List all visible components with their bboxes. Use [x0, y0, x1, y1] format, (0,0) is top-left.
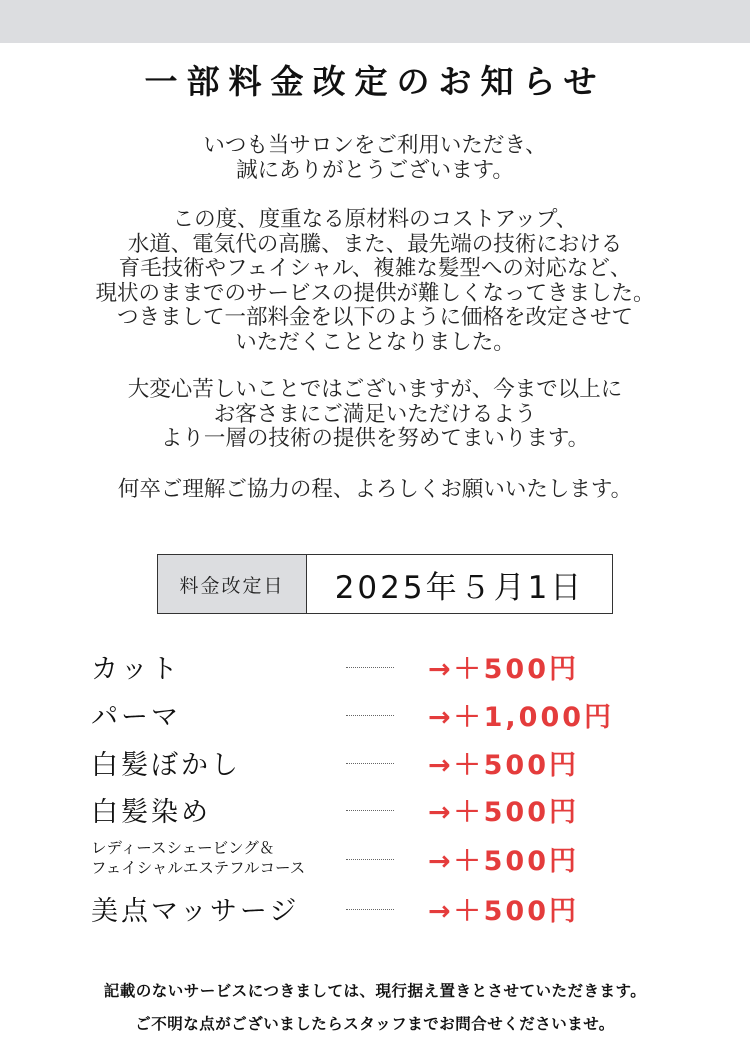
paragraph-line: 現状のままでのサービスの提供が難しくなってきました。 — [95, 280, 655, 306]
dotted-leader — [346, 909, 394, 910]
paragraph-line: いつも当サロンをご利用いただき、 — [203, 133, 547, 158]
price-change: →＋500円 — [428, 895, 579, 927]
top-band — [0, 0, 750, 43]
price-row — [0, 835, 750, 881]
dotted-leader — [346, 859, 394, 860]
apology-paragraph — [0, 378, 750, 452]
service-name: パーマ — [91, 701, 181, 733]
price-row — [0, 885, 750, 931]
paragraph-line: 水道、電気代の高騰、また、最先端の技術における — [127, 231, 623, 257]
service-name-line: レディースシェービング＆ — [91, 839, 275, 857]
paragraph-line: 何卒ご理解ご協力の程、よろしくお願いいたします。 — [117, 477, 633, 502]
dotted-leader — [346, 667, 394, 668]
price-change: →＋1,000円 — [428, 701, 615, 733]
service-name-line: フェイシャルエステフルコース — [91, 859, 306, 877]
service-name: 美点マッサージ — [91, 895, 300, 927]
reason-paragraph — [0, 208, 750, 355]
price-change: →＋500円 — [428, 653, 579, 685]
greeting-paragraph — [0, 134, 750, 183]
paragraph-line: いただくこととなりました。 — [235, 329, 515, 355]
price-change: →＋500円 — [428, 845, 579, 877]
paragraph-line: 大変心苦しいことではございますが、今まで以上に — [127, 377, 623, 402]
price-row — [0, 786, 750, 832]
service-name: カット — [91, 653, 181, 685]
paragraph-line: お客さまにご満足いただけるよう — [213, 401, 537, 427]
paragraph-line: より一層の技術の提供を努めてまいります。 — [160, 426, 590, 451]
revision-date-value: 2025年５月1日 — [334, 569, 585, 606]
footer-note: ご不明な点がございましたらスタッフまでお問合せくださいませ。 — [135, 1015, 615, 1033]
service-name: 白髪染め — [91, 796, 211, 828]
footer-note: 記載のないサービスにつきましては、現行据え置きとさせていただきます。 — [103, 982, 647, 1000]
price-row — [0, 643, 750, 689]
paragraph-line: この度、度重なる原材料のコストアップ、 — [172, 207, 578, 232]
paragraph-line: 育毛技術やフェイシャル、複雑な髪型への対応など、 — [118, 256, 632, 281]
price-row — [0, 739, 750, 785]
closing-paragraph — [0, 478, 750, 503]
price-row — [0, 691, 750, 737]
price-change: →＋500円 — [428, 749, 579, 781]
revision-date-box — [157, 554, 613, 614]
dotted-leader — [346, 810, 394, 811]
service-name: 白髪ぼかし — [91, 749, 241, 781]
service-name — [91, 835, 305, 881]
dotted-leader — [346, 763, 394, 764]
price-change: →＋500円 — [428, 796, 579, 828]
dotted-leader — [346, 715, 394, 716]
paragraph-line: つきまして一部料金を以下のように価格を改定させて — [116, 305, 633, 330]
page-title: 一部料金改定のお知らせ — [144, 62, 606, 101]
revision-date-label: 料金改定日 — [158, 555, 307, 613]
paragraph-line: 誠にありがとうございます。 — [236, 157, 514, 183]
